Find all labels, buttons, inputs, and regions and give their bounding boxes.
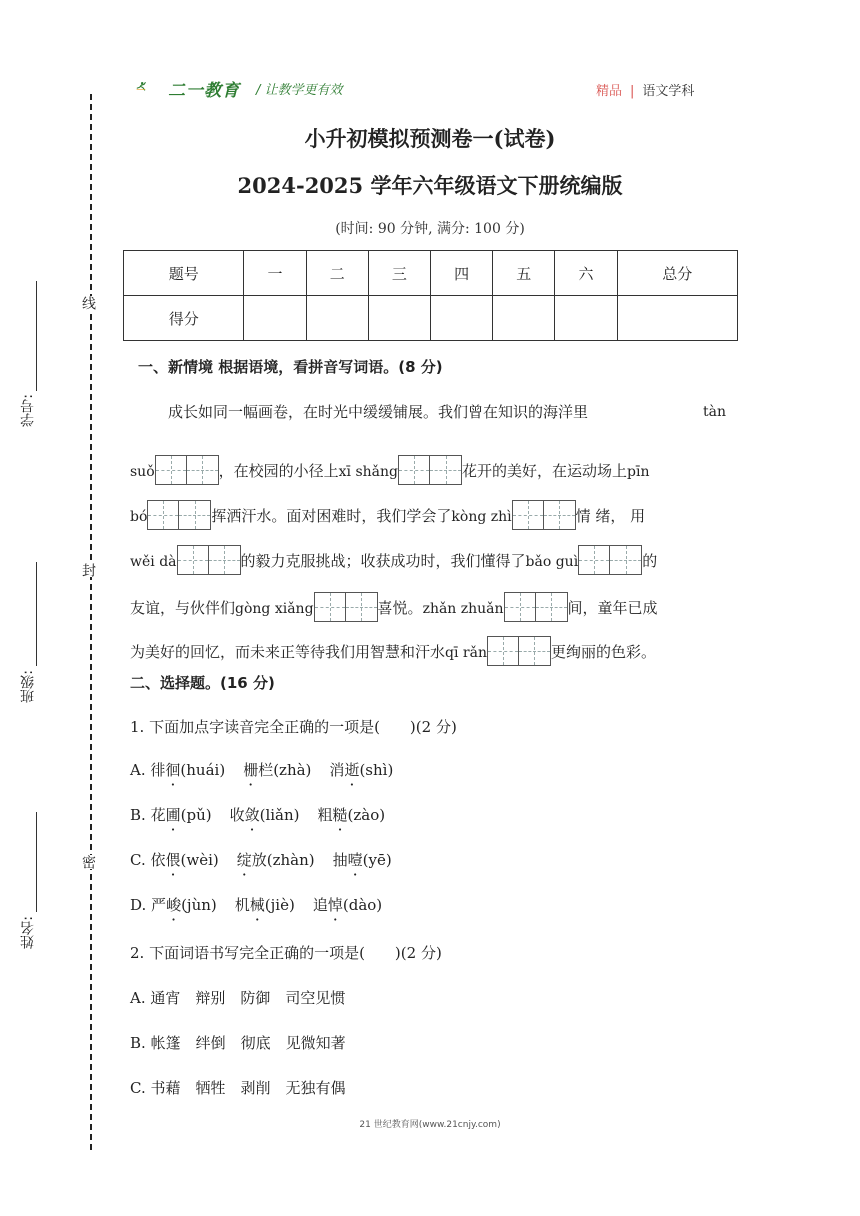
table-header-cell: 题号	[124, 251, 244, 296]
pinyin-zhanzhuan: zhǎn zhuǎn	[422, 601, 504, 617]
option-letter: C.	[130, 1079, 146, 1097]
dotted-char: 栅	[243, 761, 259, 779]
student-id-label: 学号:	[20, 394, 36, 427]
passage-text: 挥洒汗水。面对困难时，我们学会了	[211, 507, 452, 525]
score-cell[interactable]	[306, 296, 368, 341]
option-char: 栏(zhà)	[258, 761, 312, 779]
option-char: 机	[234, 896, 250, 914]
option-text: 通宵 辩别 防御 司空见惯	[150, 989, 346, 1007]
brand-subject	[596, 80, 694, 99]
dotted-char: 糙	[332, 806, 348, 824]
passage-text: 为美好的回忆，而未来正等待我们用智慧和汗水	[130, 643, 446, 661]
option-char: 严	[151, 896, 167, 914]
answer-box[interactable]	[314, 592, 378, 622]
answer-box[interactable]	[177, 545, 241, 575]
q1-option-b[interactable]	[130, 804, 385, 825]
option-text: 帐篷 绊倒 彻底 见微知著	[150, 1034, 346, 1052]
option-char: 消	[329, 761, 345, 779]
section1-title: 一、新情境 根据语境，看拼音写词语。(8 分)	[138, 358, 443, 376]
pinyin-qiran: qī rǎn	[445, 645, 487, 661]
option-pinyin: (jùn)	[181, 896, 217, 914]
dotted-char: 偎	[165, 851, 181, 869]
name-label: 姓名:	[20, 916, 36, 949]
q2-option-b[interactable]	[130, 1032, 346, 1053]
exam-title: 小升初模拟预测卷一(试卷)	[304, 126, 556, 151]
dotted-char: 峻	[166, 896, 182, 914]
passage-line-5	[130, 592, 658, 622]
answer-box[interactable]	[512, 500, 576, 530]
binding-mark-secret: 密	[80, 855, 96, 869]
pinyin-weida: wěi dà	[130, 554, 177, 570]
dotted-char: 械	[249, 896, 265, 914]
name-blank[interactable]	[36, 812, 37, 912]
score-cell[interactable]	[617, 296, 737, 341]
pinyin-tansuo-a: tàn	[703, 404, 726, 420]
passage-text: 的毅力克服挑战；收获成功时，我们懂得了	[240, 552, 526, 570]
q2-option-a[interactable]	[130, 987, 345, 1008]
answer-box[interactable]	[398, 455, 462, 485]
answer-box[interactable]	[147, 500, 211, 530]
class-label: 班级:	[20, 670, 36, 703]
score-cell[interactable]	[368, 296, 430, 341]
question-2-stem: 2. 下面词语书写完全正确的一项是( )(2 分)	[130, 944, 442, 962]
option-letter: D.	[130, 896, 147, 914]
option-letter: C.	[130, 851, 146, 869]
pinyin-pinbo-b: bó	[130, 509, 148, 525]
binding-mark-line: 线	[80, 296, 96, 310]
runner-logo-icon	[136, 70, 170, 102]
q2-option-c[interactable]	[130, 1077, 346, 1098]
passage-text: ，在校园的小径上	[218, 462, 339, 480]
dotted-char: 徊	[165, 761, 181, 779]
option-char: 徘	[150, 761, 166, 779]
score-cell[interactable]	[430, 296, 492, 341]
option-pinyin: (zào)	[347, 806, 386, 824]
option-pinyin: (dào)	[342, 896, 383, 914]
logo-text: 二一教育	[168, 81, 240, 101]
option-pinyin: (pǔ)	[180, 806, 212, 824]
option-pinyin: (shì)	[359, 761, 394, 779]
table-header-cell: 五	[493, 251, 555, 296]
passage-line-2	[130, 455, 650, 485]
option-pinyin: (liǎn)	[259, 806, 300, 824]
dotted-char: 逝	[344, 761, 360, 779]
binding-mark-seal: 封	[80, 563, 96, 577]
table-header-cell: 二	[306, 251, 368, 296]
option-pinyin: (yē)	[362, 851, 392, 869]
answer-box[interactable]	[578, 545, 642, 575]
option-letter: B.	[130, 806, 146, 824]
passage-line-6	[130, 636, 656, 666]
exam-subtitle: 2024-2025 学年六年级语文下册统编版	[237, 173, 623, 198]
q1-option-a[interactable]	[130, 759, 393, 780]
student-id-blank[interactable]	[36, 281, 37, 391]
q1-option-d[interactable]	[130, 894, 382, 915]
table-header-cell: 一	[244, 251, 306, 296]
passage-text: 间，童年已成	[567, 599, 658, 617]
score-table	[123, 250, 738, 341]
table-header-cell: 四	[430, 251, 492, 296]
passage-text: 喜悦。	[377, 599, 423, 617]
brand-separator: |	[630, 84, 635, 99]
table-header-cell: 三	[368, 251, 430, 296]
dotted-char: 绽	[236, 851, 252, 869]
pinyin-xishang: xī shǎng	[338, 464, 399, 480]
slogan: / 让教学更有效	[256, 83, 343, 98]
pinyin-kongzhi: kòng zhì	[451, 509, 512, 525]
option-char: 花	[150, 806, 166, 824]
binding-dashed-line	[90, 94, 92, 1150]
pinyin-pinbo-a: pīn	[627, 464, 650, 480]
pinyin-baogui: bǎo guì	[525, 554, 579, 570]
passage-line-4	[130, 545, 657, 575]
score-table-row	[124, 296, 738, 341]
passage-text: 成长如同一幅画卷，在时光中缓缓铺展。我们曾在知识的海洋里	[168, 403, 589, 421]
option-letter: A.	[130, 989, 146, 1007]
time-info: (时间: 90 分钟, 满分: 100 分)	[335, 221, 525, 237]
score-cell[interactable]	[555, 296, 617, 341]
passage-text: 友谊，与伙伴们	[130, 599, 236, 617]
section2-title: 二、选择题。(16 分)	[130, 674, 275, 692]
option-pinyin: (huái)	[180, 761, 226, 779]
option-char: 追	[312, 896, 328, 914]
table-header-cell: 六	[555, 251, 617, 296]
table-header-cell: 总分	[617, 251, 737, 296]
subject-label: 语文学科	[642, 84, 695, 99]
option-pinyin: (jiè)	[264, 896, 295, 914]
option-pinyin: (wèi)	[180, 851, 219, 869]
passage-text: 更绚丽的色彩。	[550, 643, 656, 661]
passage-line-1	[168, 402, 588, 422]
brand-label: 精品	[596, 84, 623, 99]
pinyin-gongxiang: gòng xiǎng	[235, 601, 314, 617]
answer-box[interactable]	[504, 592, 568, 622]
dotted-char: 悼	[327, 896, 343, 914]
score-row-label: 得分	[124, 296, 244, 341]
pinyin-tansuo-b: suǒ	[130, 464, 155, 480]
passage-line-3	[130, 500, 645, 530]
passage-text: 花开的美好，在运动场上	[462, 462, 628, 480]
option-text: 书藉 牺牲 剥削 无独有偶	[150, 1079, 346, 1097]
score-cell[interactable]	[493, 296, 555, 341]
footer-source: 21 世纪教育网(www.21cnjy.com)	[359, 1120, 501, 1130]
class-blank[interactable]	[36, 562, 37, 666]
passage-text: 的	[642, 552, 658, 570]
dotted-char: 圃	[165, 806, 181, 824]
score-cell[interactable]	[244, 296, 306, 341]
dotted-char: 噎	[347, 851, 363, 869]
option-letter: B.	[130, 1034, 146, 1052]
question-1-stem: 1. 下面加点字读音完全正确的一项是( )(2 分)	[130, 718, 457, 736]
dotted-char: 敛	[244, 806, 260, 824]
score-table-header-row	[124, 251, 738, 296]
option-char: 依	[150, 851, 166, 869]
option-letter: A.	[130, 761, 146, 779]
answer-box[interactable]	[487, 636, 551, 666]
option-char: 放(zhàn)	[251, 851, 315, 869]
option-char: 抽	[332, 851, 348, 869]
option-char: 收	[229, 806, 245, 824]
q1-option-c[interactable]	[130, 849, 392, 870]
passage-text: 情 绪， 用	[575, 507, 646, 525]
option-char: 粗	[317, 806, 333, 824]
answer-box[interactable]	[155, 455, 219, 485]
